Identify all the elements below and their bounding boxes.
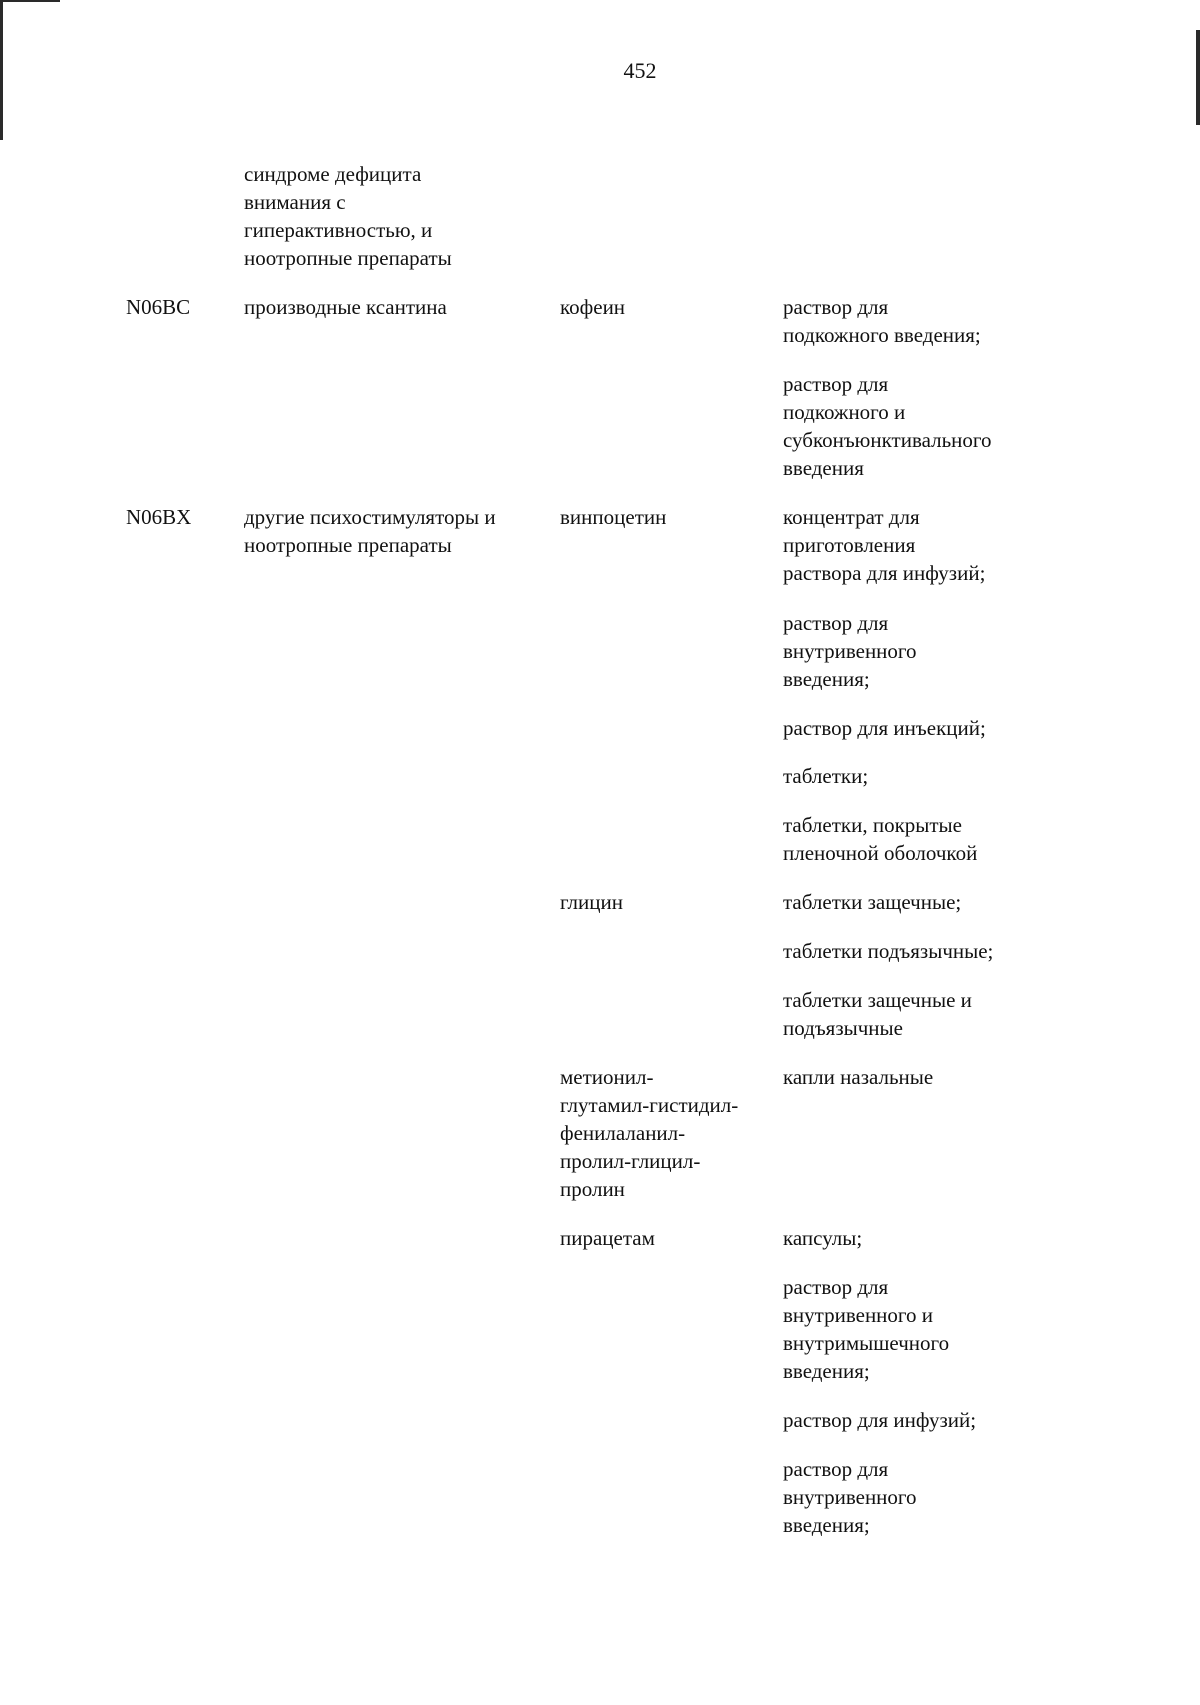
dosage-form-line: внутривенного и [783,1303,933,1327]
dosage-form-line: раствор для [783,372,889,396]
dosage-form-line: таблетки; [783,764,869,788]
dosage-form-line: внутривенного [783,1485,917,1509]
dosage-form-line: введения [783,456,864,480]
dosage-form-line: подъязычные [783,1016,903,1040]
dosage-form-line: таблетки защечные и [783,988,972,1012]
drug-name-line: фенилаланил- [560,1121,686,1145]
dosage-form-line: раствор для инъекций; [783,716,986,740]
dosage-form-line: раствор для [783,1275,889,1299]
dosage-form-line: внутривенного [783,639,917,663]
scan-edge-top [0,0,60,2]
drug-name-line: пролил-глицил- [560,1149,701,1173]
dosage-form-line: внутримышечного [783,1331,950,1355]
drug-name-line: метионил- [560,1065,654,1089]
dosage-form-line: подкожного и [783,400,906,424]
dosage-form-line: таблетки, покрытые [783,813,962,837]
dosage-form-line: пленочной оболочкой [783,841,978,865]
dosage-form-line: таблетки защечные; [783,890,962,914]
dosage-form-line: капли назальные [783,1065,934,1089]
dosage-form-line: раствор для [783,1457,889,1481]
dosage-form-line: раствора для инфузий; [783,561,986,585]
atc-code: N06BX [126,505,192,529]
dosage-form-line: таблетки подъязычные; [783,939,994,963]
continuation-group-line: внимания с [244,190,346,214]
group-name-line: производные ксантина [244,295,447,319]
dosage-form-line: раствор для [783,611,889,635]
atc-code: N06BC [126,295,191,319]
dosage-form-line: введения; [783,1513,870,1537]
continuation-group-line: ноотропные препараты [244,246,452,270]
dosage-form-line: введения; [783,1359,870,1383]
continuation-group-line: синдроме дефицита [244,162,422,186]
dosage-form-line: приготовления [783,533,916,557]
dosage-form-line: капсулы; [783,1226,863,1250]
continuation-group-line: гиперактивностью, и [244,218,433,242]
dosage-form-line: субконъюнктивального [783,428,992,452]
page-number: 452 [623,58,657,83]
dosage-form-line: концентрат для [783,505,920,529]
drug-name-line: пирацетам [560,1226,655,1250]
dosage-form-line: введения; [783,667,870,691]
group-name-line: другие психостимуляторы и [244,505,496,529]
drug-name-line: винпоцетин [560,505,667,529]
group-name-line: ноотропные препараты [244,533,452,557]
drug-name-line: пролин [560,1177,625,1201]
drug-name-line: кофеин [560,295,626,319]
dosage-form-line: раствор для [783,295,889,319]
dosage-form-line: подкожного введения; [783,323,981,347]
dosage-form-line: раствор для инфузий; [783,1408,977,1432]
drug-name-line: глицин [560,890,623,914]
drug-name-line: глутамил-гистидил- [560,1093,739,1117]
